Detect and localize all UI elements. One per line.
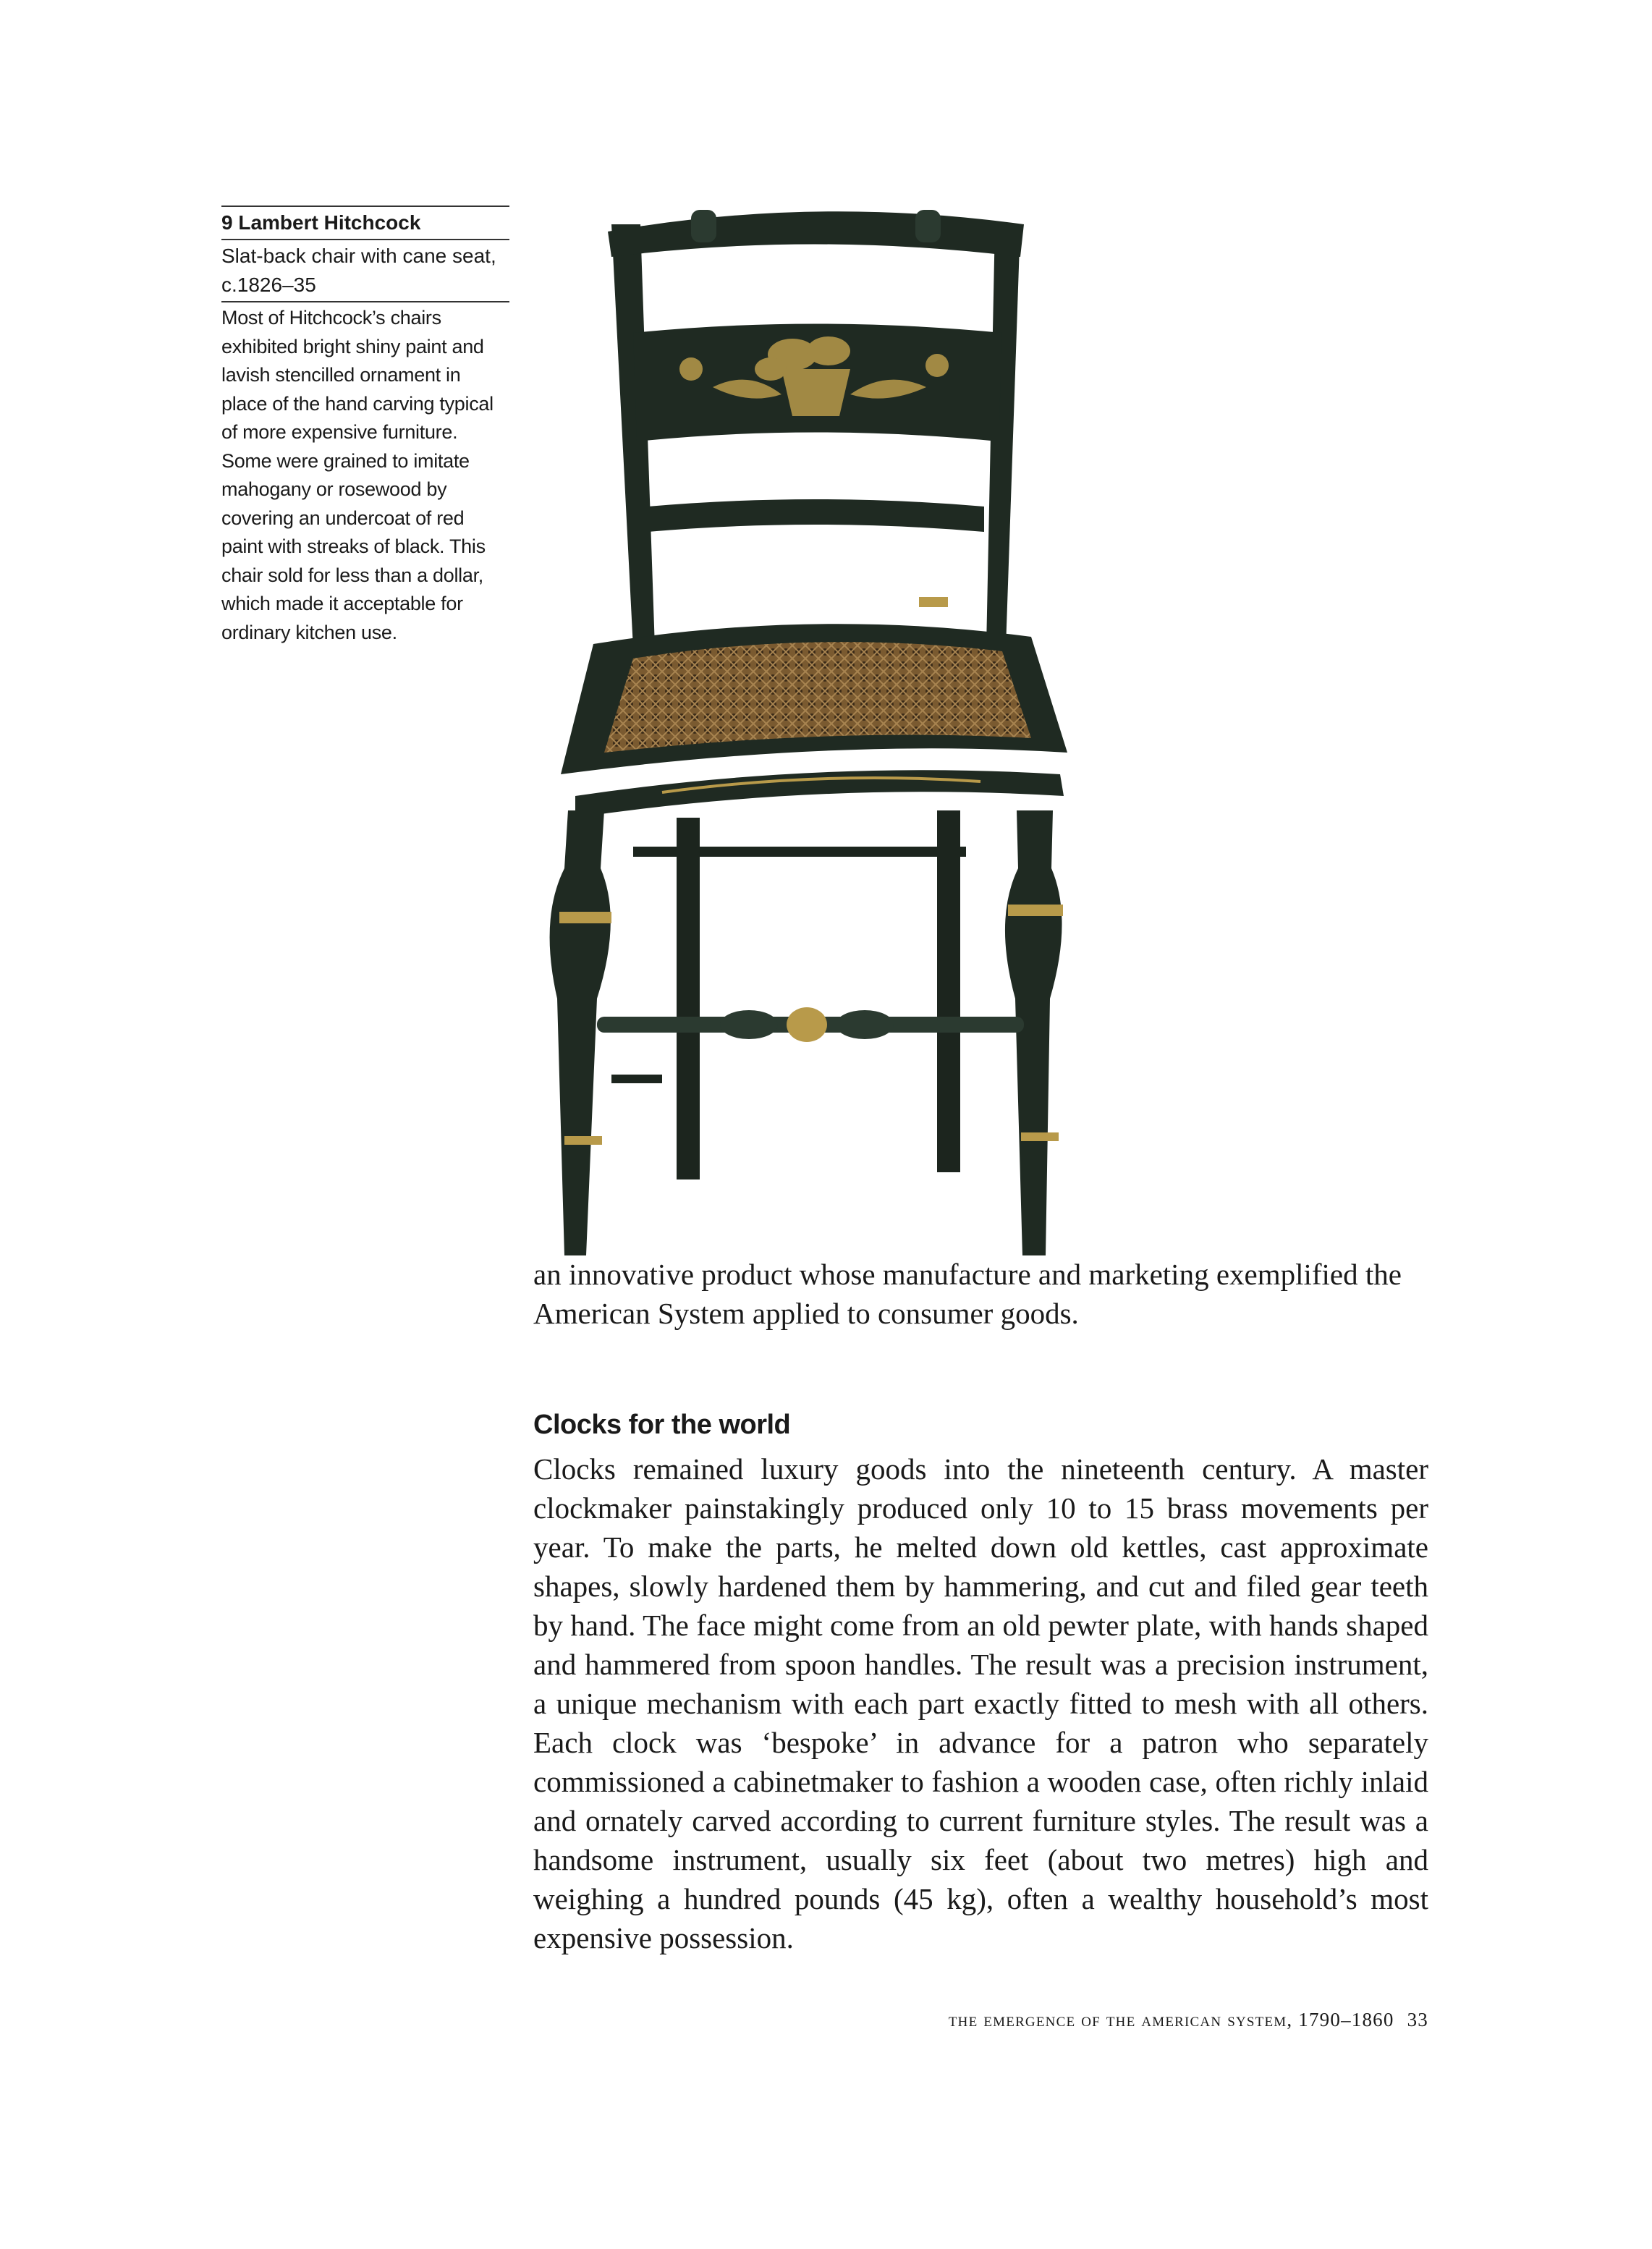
body-paragraph-1: an innovative product whose manufacture and marketing exemplified the American System applied to consumer goods. xyxy=(533,1258,1402,1330)
chair-back xyxy=(608,210,1024,648)
caption-description: Most of Hitchcock’s chairs exhibited bright shiny paint and lavish stencilled ornament in place of the hand carving typical of more expensive furniture. Some were grained to imitate mahogany or rosewood by covering an undercoat of red paint with streaks of black. This chair sold for less than a dollar, which made it acceptable for ordinary kitchen use. xyxy=(221,307,494,643)
chair-legs xyxy=(550,810,1063,1255)
caption-title: 9 Lambert Hitchcock xyxy=(221,211,421,234)
caption-subtitle: Slat-back chair with cane seat, c.1826–35 xyxy=(221,245,496,296)
figure-caption xyxy=(221,206,509,647)
chair-photograph xyxy=(532,203,1082,1259)
running-title: the emergence of the american system, 1790–1860 xyxy=(948,2009,1394,2030)
body-paragraph-2: Clocks remained luxury goods into the nineteenth century. A master clockmaker painstakingly produced only 10 to 15 brass movements per year. To make the parts, he melted down old kettles, cast approximate shapes, slowly hardened them by hammering, and cut and filed gear teeth by hand. The face might come from an old pewter plate, with hands shaped and hammered from spoon handles. The result was a precision instrument, a unique mechanism with each part exactly fitted to mesh with all others. Each clock was ‘bespoke’ in advance for a patron who separately commissioned a cabinetmaker to fashion a wooden case, often richly inlaid and ornately carved according to current furniture styles. The result was a handsome instrument, usually six feet (about two metres) high and weighing a hundred pounds (45 kg), often a wealthy household’s most expensive possession. xyxy=(533,1452,1428,1954)
page-number: 33 xyxy=(1407,2009,1428,2030)
page-footer xyxy=(533,2009,1428,2031)
chair-seat xyxy=(561,624,1067,818)
section-heading: Clocks for the world xyxy=(533,1410,791,1440)
